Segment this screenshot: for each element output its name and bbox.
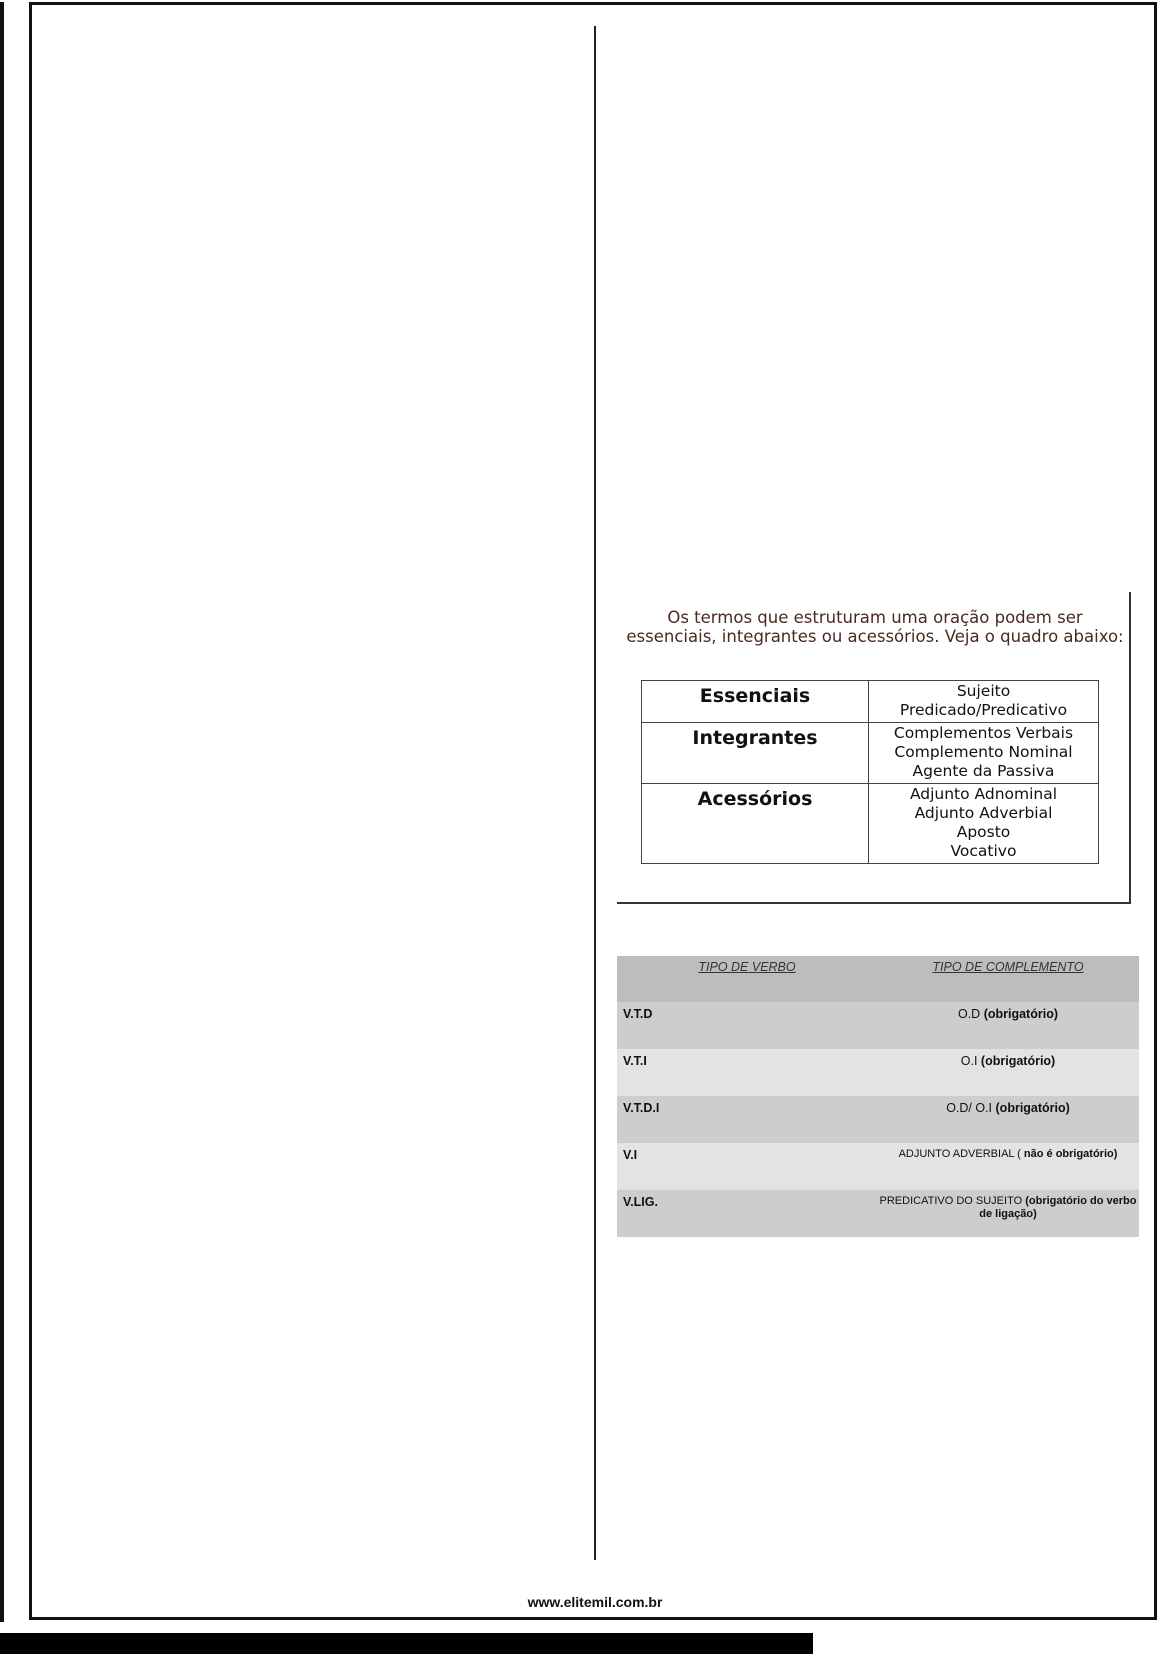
terms-row-integrantes (642, 723, 1099, 784)
table-row (617, 1190, 1139, 1237)
terms-category: Essenciais (642, 681, 869, 723)
terms-item: Sujeito (956, 682, 1011, 700)
verb-complement-table (617, 956, 1139, 1237)
terms-item: Complemento Nominal (894, 743, 1073, 761)
footer-url: www.elitemil.com.br (527, 1594, 663, 1610)
terms-row-essenciais (642, 681, 1099, 723)
terms-figure (617, 592, 1131, 904)
terms-item: Aposto (956, 823, 1011, 841)
complement-text: O.D/ O.I (946, 1101, 993, 1115)
table-row (617, 1143, 1139, 1190)
complement-note: não é obrigatório) (1023, 1148, 1118, 1160)
verb-type: V.T.I (617, 1049, 877, 1096)
page-edge-bar (0, 2, 4, 1622)
complement-note: (obrigatório) (983, 1007, 1058, 1021)
verb-type: V.T.D.I (617, 1096, 877, 1143)
terms-items (869, 784, 1099, 864)
complement-text: PREDICATIVO DO SUJEITO (879, 1195, 1023, 1207)
complement-note: (obrigatório do verbo de ligação) (979, 1195, 1137, 1220)
complement-type (877, 1190, 1139, 1237)
table-row (617, 1002, 1139, 1049)
table-row (617, 1049, 1139, 1096)
terms-items (869, 723, 1099, 784)
terms-category: Integrantes (642, 723, 869, 784)
complement-text: O.I (960, 1054, 978, 1068)
terms-row-acessorios (642, 784, 1099, 864)
bottom-bar (0, 1633, 813, 1654)
verb-table-header (617, 956, 1139, 1002)
terms-item: Predicado/Predicativo (899, 701, 1068, 719)
complement-type (877, 1143, 1139, 1190)
complement-note: (obrigatório) (995, 1101, 1070, 1115)
table-row (617, 1096, 1139, 1143)
header-verb-type: TIPO DE VERBO (617, 956, 877, 1002)
verb-complement-figure (617, 956, 1139, 1237)
verb-type: V.I (617, 1143, 877, 1190)
complement-text: ADJUNTO ADVERBIAL ( (898, 1148, 1021, 1160)
terms-category: Acessórios (642, 784, 869, 864)
terms-item: Complementos Verbais (893, 724, 1074, 742)
complement-note: (obrigatório) (980, 1054, 1056, 1068)
terms-intro: Os termos que estruturam uma oração podem ser essenciais, integrantes ou acessórios. Veja o quadro abaixo: (626, 608, 1124, 646)
header-complement-type: TIPO DE COMPLEMENTO (877, 956, 1139, 1002)
terms-table (641, 680, 1099, 864)
verb-type: V.T.D (617, 1002, 877, 1049)
column-divider (594, 26, 596, 1560)
terms-item: Adjunto Adverbial (914, 804, 1053, 822)
terms-item: Vocativo (950, 842, 1017, 860)
complement-type (877, 1096, 1139, 1143)
complement-text: O.D (957, 1007, 981, 1021)
terms-item: Adjunto Adnominal (909, 785, 1058, 803)
complement-type (877, 1049, 1139, 1096)
terms-items (869, 681, 1099, 723)
verb-type: V.LIG. (617, 1190, 877, 1237)
terms-item: Agente da Passiva (912, 762, 1055, 780)
complement-type (877, 1002, 1139, 1049)
